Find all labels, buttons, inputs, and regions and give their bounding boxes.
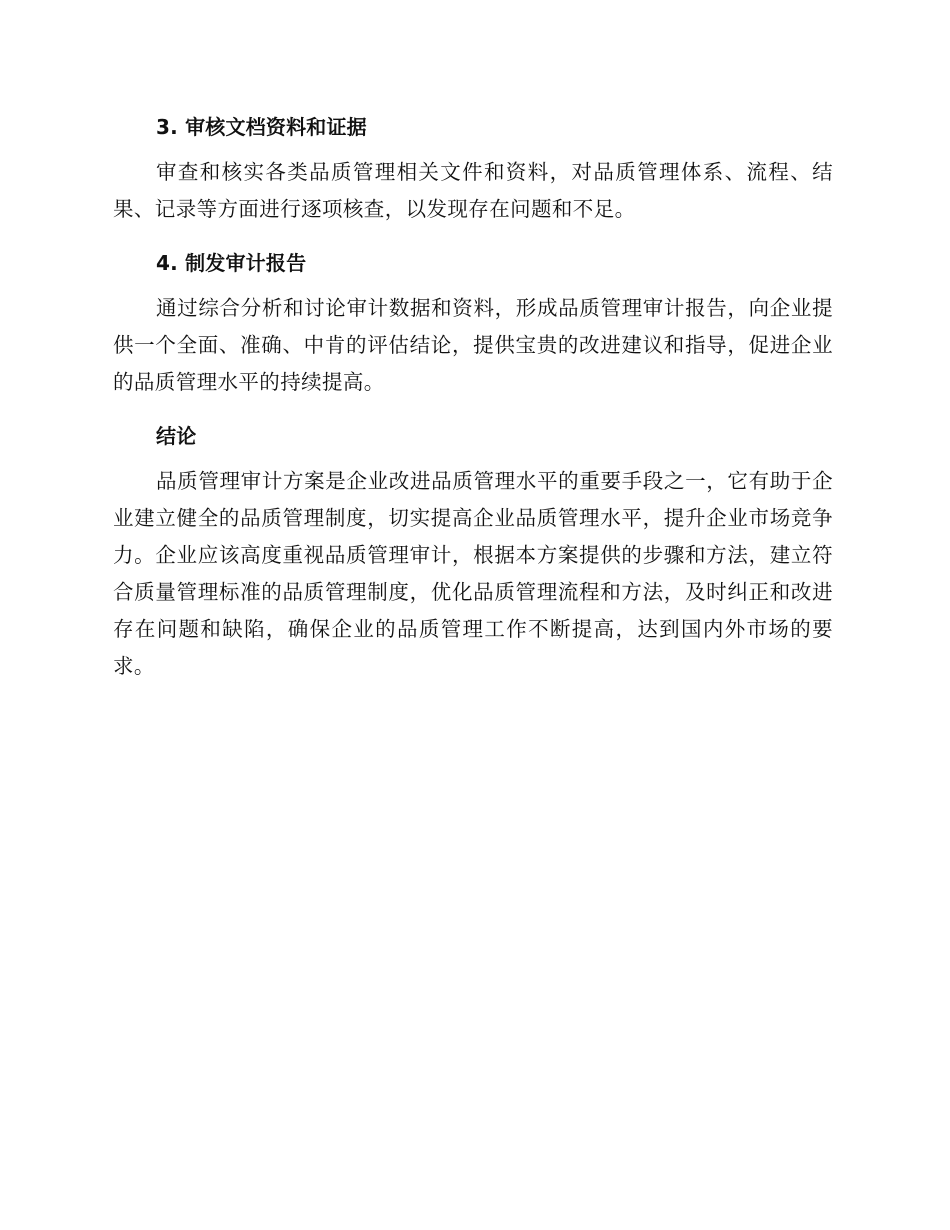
document-body (113, 112, 833, 685)
section-heading-review-documents: 3. 审核文档资料和证据 (156, 115, 367, 139)
section-paragraph-conclusion: 品质管理审计方案是企业改进品质管理水平的重要手段之一，它有助于企业建立健全的品质管理制度，切实提高企业品质管理水平，提升企业市场竞争力。企业应该高度重视品质管理审计，根据本方案提供的步骤和方法，建立符合质量管理标准的品质管理制度，优化品质管理流程和方法，及时纠正和改进存在问题和缺陷，确保企业的品质管理工作不断提高，达到国内外市场的要求。 (113, 469, 833, 678)
section-paragraph-review-documents: 审查和核实各类品质管理相关文件和资料，对品质管理体系、流程、结果、记录等方面进行逐项核查，以发现存在问题和不足。 (113, 160, 833, 221)
section-heading-audit-report: 4. 制发审计报告 (156, 251, 307, 275)
section-heading-conclusion: 结论 (156, 424, 197, 448)
section-paragraph-audit-report: 通过综合分析和讨论审计数据和资料，形成品质管理审计报告，向企业提供一个全面、准确、中肯的评估结论，提供宝贵的改进建议和指导，促进企业的品质管理水平的持续提高。 (113, 296, 833, 394)
